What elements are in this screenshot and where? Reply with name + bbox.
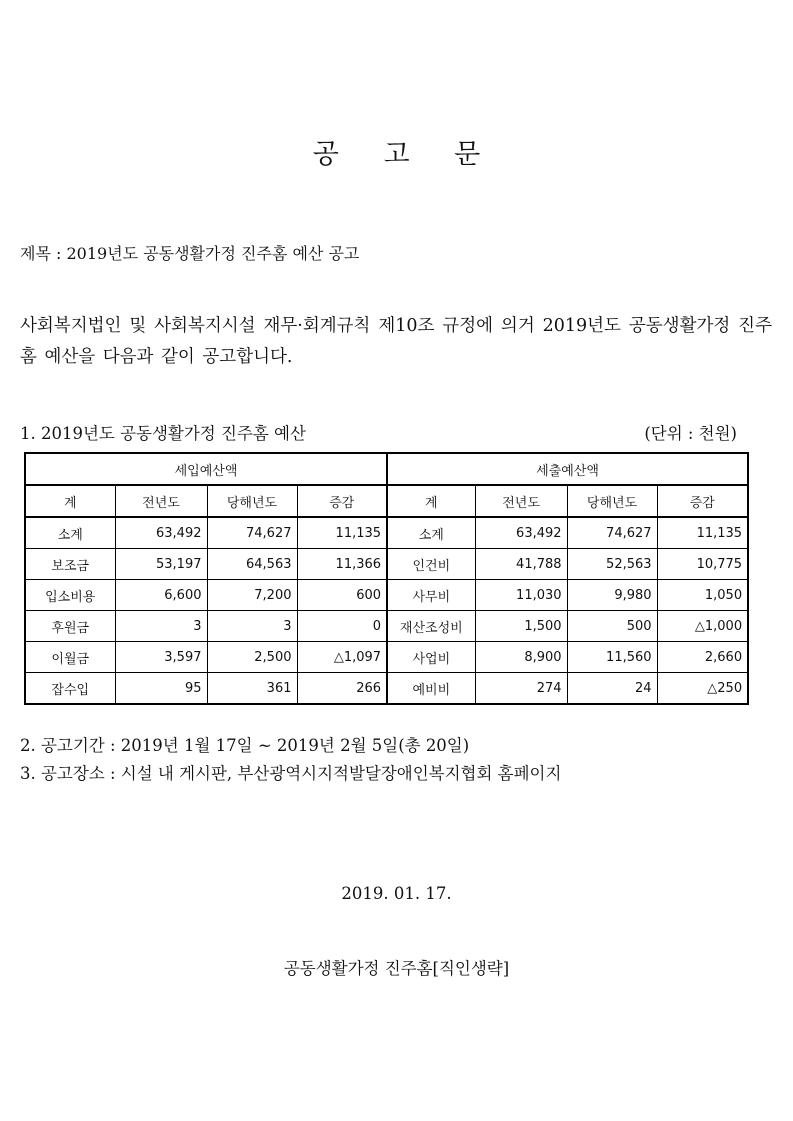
- expense-cell: 사업비: [387, 642, 475, 673]
- expense-cell: 사무비: [387, 580, 475, 611]
- table-row: [25, 642, 748, 673]
- revenue-cell: 361: [207, 673, 297, 705]
- table-row: [25, 517, 748, 549]
- col-header: 계: [387, 485, 475, 517]
- revenue-cell: 입소비용: [25, 580, 115, 611]
- revenue-cell: 후원금: [25, 611, 115, 642]
- table-row: [25, 611, 748, 642]
- revenue-cell: △1,097: [297, 642, 387, 673]
- table-row: [25, 549, 748, 580]
- revenue-cell: 3: [115, 611, 207, 642]
- col-header: 당해년도: [207, 485, 297, 517]
- page-title: 공 고 문: [312, 139, 499, 170]
- expense-cell: 10,775: [657, 549, 748, 580]
- expense-cell: 1,050: [657, 580, 748, 611]
- notice-period: 2. 공고기간 : 2019년 1월 17일 ~ 2019년 2월 5일(총 20일): [20, 736, 470, 755]
- expense-cell: 재산조성비: [387, 611, 475, 642]
- revenue-cell: 이월금: [25, 642, 115, 673]
- revenue-cell: 잡수입: [25, 673, 115, 705]
- expense-cell: △250: [657, 673, 748, 705]
- expense-cell: 예비비: [387, 673, 475, 705]
- signature: 공동생활가정 진주홈[직인생략]: [283, 959, 510, 978]
- revenue-header: 세입예산액: [25, 453, 387, 485]
- col-header: 전년도: [115, 485, 207, 517]
- expense-cell: 11,135: [657, 517, 748, 549]
- notice-subject: 제목 : 2019년도 공동생활가정 진주홈 예산 공고: [20, 244, 360, 263]
- expense-cell: 9,980: [567, 580, 657, 611]
- expense-cell: 41,788: [475, 549, 567, 580]
- revenue-cell: 63,492: [115, 517, 207, 549]
- revenue-cell: 11,366: [297, 549, 387, 580]
- expense-cell: 24: [567, 673, 657, 705]
- expense-cell: 소계: [387, 517, 475, 549]
- expense-cell: 63,492: [475, 517, 567, 549]
- table-row: [25, 580, 748, 611]
- revenue-cell: 95: [115, 673, 207, 705]
- expense-cell: 11,560: [567, 642, 657, 673]
- revenue-cell: 6,600: [115, 580, 207, 611]
- table-group-header: [25, 453, 748, 485]
- expense-cell: 1,500: [475, 611, 567, 642]
- revenue-cell: 보조금: [25, 549, 115, 580]
- col-header: 전년도: [475, 485, 567, 517]
- expense-cell: 500: [567, 611, 657, 642]
- revenue-cell: 3,597: [115, 642, 207, 673]
- col-header: 증감: [297, 485, 387, 517]
- revenue-cell: 0: [297, 611, 387, 642]
- notice-place: 3. 공고장소 : 시설 내 게시판, 부산광역시지적발달장애인복지협회 홈페이지: [20, 764, 562, 783]
- revenue-cell: 74,627: [207, 517, 297, 549]
- expense-cell: 52,563: [567, 549, 657, 580]
- expense-cell: 인건비: [387, 549, 475, 580]
- revenue-cell: 3: [207, 611, 297, 642]
- revenue-cell: 266: [297, 673, 387, 705]
- notice-date: 2019. 01. 17.: [341, 884, 452, 903]
- expense-cell: 274: [475, 673, 567, 705]
- revenue-cell: 2,500: [207, 642, 297, 673]
- expense-cell: 11,030: [475, 580, 567, 611]
- expense-cell: 8,900: [475, 642, 567, 673]
- revenue-cell: 53,197: [115, 549, 207, 580]
- budget-table: [24, 452, 749, 705]
- unit-label: (단위 : 천원): [644, 424, 737, 443]
- revenue-cell: 소계: [25, 517, 115, 549]
- col-header: 당해년도: [567, 485, 657, 517]
- expense-header: 세출예산액: [387, 453, 748, 485]
- section-1-heading: 1. 2019년도 공동생활가정 진주홈 예산: [20, 424, 306, 443]
- revenue-cell: 64,563: [207, 549, 297, 580]
- col-header: 계: [25, 485, 115, 517]
- expense-cell: 2,660: [657, 642, 748, 673]
- expense-cell: △1,000: [657, 611, 748, 642]
- revenue-cell: 600: [297, 580, 387, 611]
- revenue-cell: 7,200: [207, 580, 297, 611]
- col-header: 증감: [657, 485, 748, 517]
- revenue-cell: 11,135: [297, 517, 387, 549]
- notice-body: 사회복지법인 및 사회복지시설 재무·회계규칙 제10조 규정에 의거 2019년도 공동생활가정 진주홈 예산을 다음과 같이 공고합니다.: [20, 316, 772, 367]
- expense-cell: 74,627: [567, 517, 657, 549]
- table-column-header: [25, 485, 748, 517]
- table-row: [25, 673, 748, 705]
